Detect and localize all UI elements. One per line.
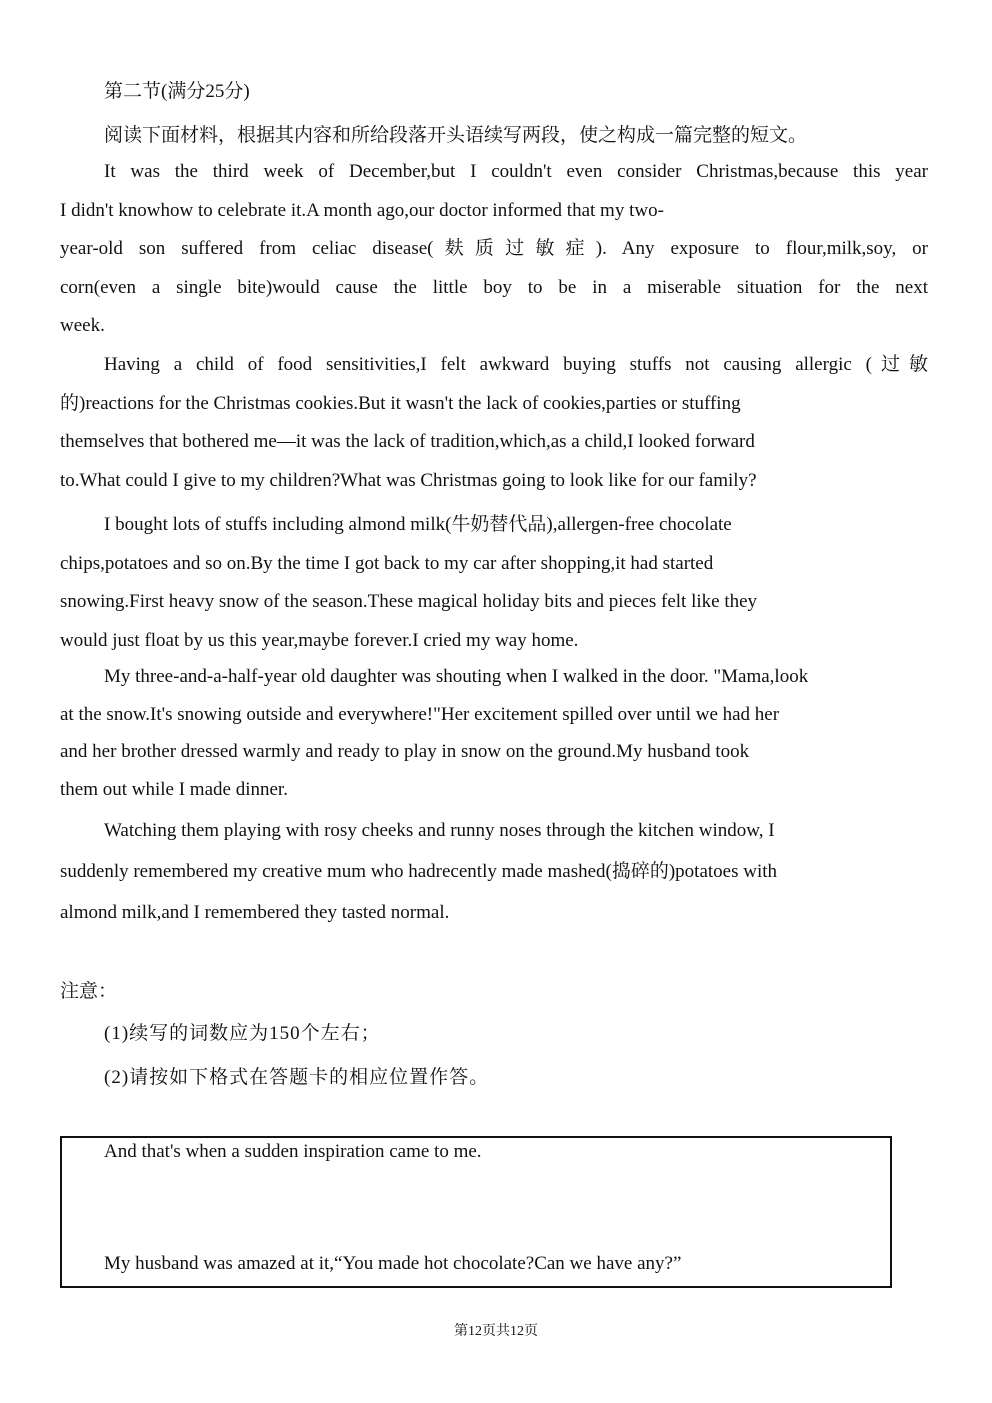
text-line: I didn't knowhow to celebrate it.A month ago,our doctor informed that my two- — [60, 199, 664, 221]
paragraph-opener-1: And that's when a sudden inspiration came to me. — [104, 1141, 482, 1162]
text-line: almond milk,and I remembered they tasted normal. — [60, 902, 450, 923]
text-line: corn(even a single bite)would cause the little boy to be in a miserable situation for the next — [60, 276, 928, 298]
text-line: and her brother dressed warmly and ready to play in snow on the ground.My husband took — [60, 741, 750, 762]
page-number: 第12页共12页 — [454, 1324, 538, 1339]
text-line: themselves that bothered me—it was the lack of tradition,which,as a child,I looked forward — [60, 431, 755, 452]
story-paragraph-3 — [60, 506, 928, 660]
note-item: (2)请按如下格式在答题卡的相应位置作答。 — [104, 1067, 490, 1088]
instruction-text: 阅读下面材料，根据其内容和所给段落开头语续写两段，使之构成一篇完整的短文。 — [104, 125, 808, 146]
story-paragraph-2 — [60, 346, 928, 500]
text-line: year-old son suffered from celiac disease(麸质过敏症). Any exposure to flour,milk,soy, or — [60, 238, 928, 259]
text-line: My three-and-a-half-year old daughter was shouting when I walked in the door. "Mama,look — [104, 666, 809, 687]
story-paragraph-5 — [60, 810, 928, 933]
text-line: them out while I made dinner. — [60, 778, 288, 800]
text-line: suddenly remembered my creative mum who hadrecently made mashed(捣碎的)potatoes with — [60, 861, 778, 882]
text-line: I bought lots of stuffs including almond milk(牛奶替代品),allergen-free chocolate — [104, 514, 732, 535]
text-line: week. — [60, 315, 105, 336]
text-line: It was the third week of December,but I couldn't even consider Christmas,because this year — [104, 161, 928, 182]
paragraph-opener-2: My husband was amazed at it,“You made hot chocolate?Can we have any?” — [104, 1253, 682, 1274]
text-line: 的)reactions for the Christmas cookies.But it wasn't the lack of cookies,parties or stuffing — [60, 392, 741, 414]
text-line: would just float by us this year,maybe forever.I cried my way home. — [60, 629, 579, 651]
text-line: snowing.First heavy snow of the season.These magical holiday bits and pieces felt like they — [60, 591, 758, 612]
story-paragraph-1 — [60, 153, 928, 346]
section-title: 第二节(满分25分) — [104, 81, 250, 102]
answer-box — [60, 1136, 892, 1288]
note-item: (1)续写的词数应为150个左右； — [104, 1023, 381, 1044]
story-paragraph-4 — [60, 658, 928, 808]
notes-title: 注意： — [60, 981, 118, 1002]
text-line: Having a child of food sensitivities,I felt awkward buying stuffs not causing allergic (过敏 — [104, 354, 928, 375]
text-line: chips,potatoes and so on.By the time I got back to my car after shopping,it had started — [60, 552, 714, 574]
text-line: to.What could I give to my children?What was Christmas going to look like for our family? — [60, 469, 757, 491]
text-line: Watching them playing with rosy cheeks and runny noses through the kitchen window, I — [104, 820, 775, 841]
text-line: at the snow.It's snowing outside and everywhere!"Her excitement spilled over until we had her — [60, 703, 780, 725]
